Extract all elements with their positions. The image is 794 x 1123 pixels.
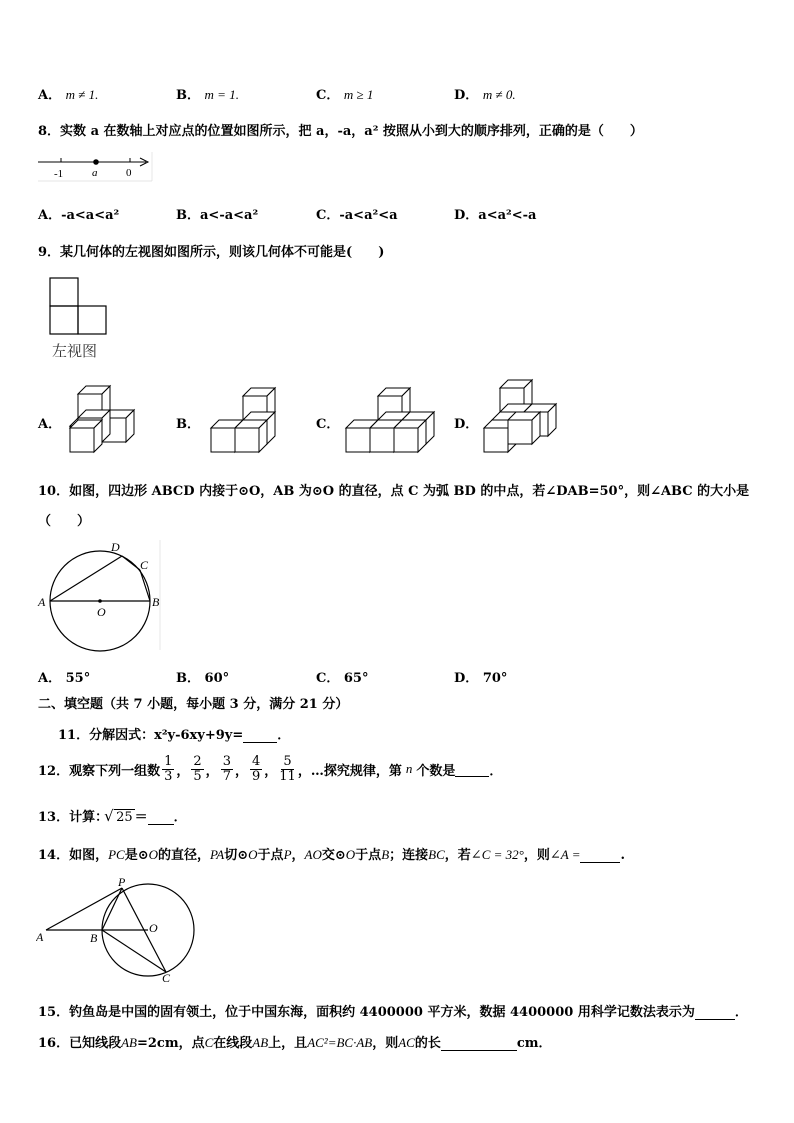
q12-stem-prefix: 12．观察下列一组数 [38,763,161,779]
option-text: m ≠ 1. [65,87,99,102]
q10-option-c [316,667,368,686]
fraction: $\frac{3}{7}$ [222,754,231,784]
cube-figure-b [211,388,275,452]
segment-bc [102,930,166,972]
fraction: $\frac{4}{9}$ [251,754,261,784]
option-text: -a<a<a² [61,208,120,223]
view-square [78,306,106,334]
chord-cb [140,570,150,601]
equals-sign: ＝ [134,810,148,825]
math-ac: AC [398,1035,415,1050]
q9-view-caption: 左视图 [52,342,98,360]
label-o: O [97,605,106,619]
q14-text: 的直径， [158,848,211,863]
q9-cube-figures [0,376,600,462]
q14-text: ， [291,848,305,863]
center-o [98,599,102,603]
q14-text: 于点 [257,848,284,863]
option-label: C． [316,208,340,223]
q10-circle-figure [36,538,164,654]
q16-text: ，则 [372,1036,399,1051]
cube-figure-d [484,380,556,452]
option-label: D． [454,671,479,686]
math-ao: AO [304,847,322,862]
label-a: A [38,595,46,609]
math-o: O [148,847,159,862]
math-o: O [345,847,356,862]
q16-text: 的长 [414,1036,441,1051]
option-text: a<a²<-a [478,208,537,223]
option-label: B． [176,88,200,103]
math-ab: AB [121,1035,137,1050]
variable-n: n [405,761,413,777]
chord-ad [50,556,122,601]
option-text: a<-a<a² [200,208,259,223]
answer-blank[interactable] [695,1019,735,1020]
math-condition: ∠C = 32° [470,847,524,862]
q8-option-a [38,204,119,223]
q16-item [38,1032,552,1051]
q15-item: 15．钓鱼岛是中国的固有领土，位于中国东海，面积约 4400000 平方米，数据 4400000 用科学记数法表示为 ． [38,1005,748,1020]
q16-stem: 16．已知线段 [38,1036,122,1051]
q8-option-b [176,204,258,223]
q14-text: 是⊙ [124,848,149,863]
option-label: D． [454,88,479,103]
tangent-pa [46,888,122,930]
q7-option-a [38,84,98,103]
q12-stem-suffix-b: 个数是 [416,763,456,779]
q8-number-line [36,150,154,184]
fraction: $\frac{5}{11}$ [279,754,296,784]
option-label: A． [38,208,62,223]
q9-left-view [48,276,110,336]
q12-item: 12．观察下列一组数 $\frac{1}{3}$ ， $\frac{2}{5}$ ， $\frac{3}{7}$ ， $\frac{4}{9}$ ， $\frac{5}{11}$ ，…探究规律，第 n 个数是 ． [38,754,503,784]
q9-stem: 9．某几何体的左视图如图所示，则该几何体不可能是( ) [38,245,385,260]
q9-option-a-label: A． [38,417,62,432]
segment-bp [102,888,122,930]
q14-item: 14．如图，PC是⊙O的直径，PA切⊙O于点P，AO交⊙O于点B；连接BC，若∠C = 32°，则∠A = . [38,847,626,863]
option-text: m = 1. [204,87,239,102]
math-c: C [204,1035,214,1050]
point-a [93,159,99,165]
q14-stem: 14．如图， [38,848,109,863]
label-minus-one: -1 [54,168,64,180]
q14-text: 于点 [355,848,382,863]
math-ab: AB [252,1035,269,1050]
q9-option-d-label: D． [454,417,479,432]
math-pa: PA [210,847,225,862]
cube-figure-a [70,386,134,452]
option-text: 55° [65,671,91,686]
label-b: B [90,931,98,945]
q13-item: 13．计算：√ 25 ＝ ． [38,806,187,825]
math-p: P [283,847,292,862]
label-p: P [118,875,126,889]
q10-stem-line1: 10．如图，四边形 ABCD 内接于⊙O，AB 为⊙O 的直径，点 C 为弧 BD 的中点，若∠DAB=50°，则∠ABC 的大小是 [38,484,750,499]
q10-option-d [454,667,507,686]
label-a: A [36,930,44,944]
q7-option-c [316,84,373,103]
q8-option-c [316,204,398,223]
option-label: B． [176,208,200,223]
option-text: m ≥ 1 [343,87,374,102]
answer-blank[interactable] [441,1050,517,1051]
label-c: C [140,558,149,572]
math-bc: BC [428,847,445,862]
q11-item: 11．分解因式：x²y-6xy+9y= ． [58,728,291,743]
option-text: -a<a²<a [339,208,398,223]
q13-stem: 13．计算： [38,810,109,825]
label-o: O [149,921,158,935]
q9-option-c-label: C． [316,417,340,432]
option-label: A． [38,671,62,686]
label-b: B [152,595,160,609]
view-square [50,306,78,334]
fraction: $\frac{2}{5}$ [193,754,202,784]
math-relation: AC²=BC·AB [307,1035,373,1050]
q8-stem: 8．实数 a 在数轴上对应点的位置如图所示，把 a，-a，a² 按照从小到大的顺序排列，正确的是（ ） [38,124,643,139]
answer-blank[interactable] [580,862,620,863]
sqrt-expression: √ 25 [114,809,135,825]
option-label: A． [38,88,62,103]
label-d: D [111,540,120,554]
math-pc: PC [108,847,125,862]
view-square [50,278,78,306]
q10-option-b [176,667,229,686]
q8-option-d [454,204,536,223]
fraction: $\frac{1}{3}$ [164,754,173,784]
q16-text: 上，且 [268,1036,308,1051]
option-text: m ≠ 0. [482,87,516,102]
q10-stem-line2: （ ） [38,514,91,529]
label-a: a [92,167,98,179]
math-answer-lhs: ∠A = [549,847,581,862]
q7-option-b [176,84,239,103]
answer-blank[interactable] [148,824,174,825]
q15-stem: 15．钓鱼岛是中国的固有领土，位于中国东海，面积约 4400000 平方米，数据 4400000 用科学记数法表示为 [38,1005,695,1020]
q16-text: 在线段 [213,1036,253,1051]
label-c: C [162,971,171,985]
section-title: 二、填空题（共 7 小题，每小题 3 分，满分 21 分） [38,697,349,712]
cube-figure-c [346,388,434,452]
option-label: C． [316,88,340,103]
q16-unit: cm． [516,1036,552,1051]
q14-text: ，若 [444,848,471,863]
option-text: 60° [204,671,230,686]
q14-text: 切⊙ [224,848,249,863]
q14-text: ，则 [523,848,550,863]
q16-text: =2cm，点 [136,1036,205,1051]
q12-stem-suffix: ，…探究规律，第 [297,763,402,779]
q14-circle-figure [36,874,196,986]
label-zero: 0 [126,167,132,179]
q11-stem: 11．分解因式：x²y-6xy+9y= [58,728,244,743]
math-b: B [381,847,390,862]
q14-text: ；连接 [389,848,429,863]
q14-text: 交⊙ [321,848,346,863]
q9-option-b-label: B． [176,417,200,432]
option-label: B． [176,671,200,686]
chord-dc [122,556,140,570]
option-text: 70° [482,671,508,686]
option-label: C． [316,671,340,686]
answer-blank[interactable] [243,742,277,743]
q7-option-d [454,84,516,103]
math-o: O [248,847,258,862]
q10-option-a [38,667,90,686]
answer-blank[interactable] [455,762,489,777]
option-text: 65° [343,671,369,686]
option-label: D． [454,208,479,223]
